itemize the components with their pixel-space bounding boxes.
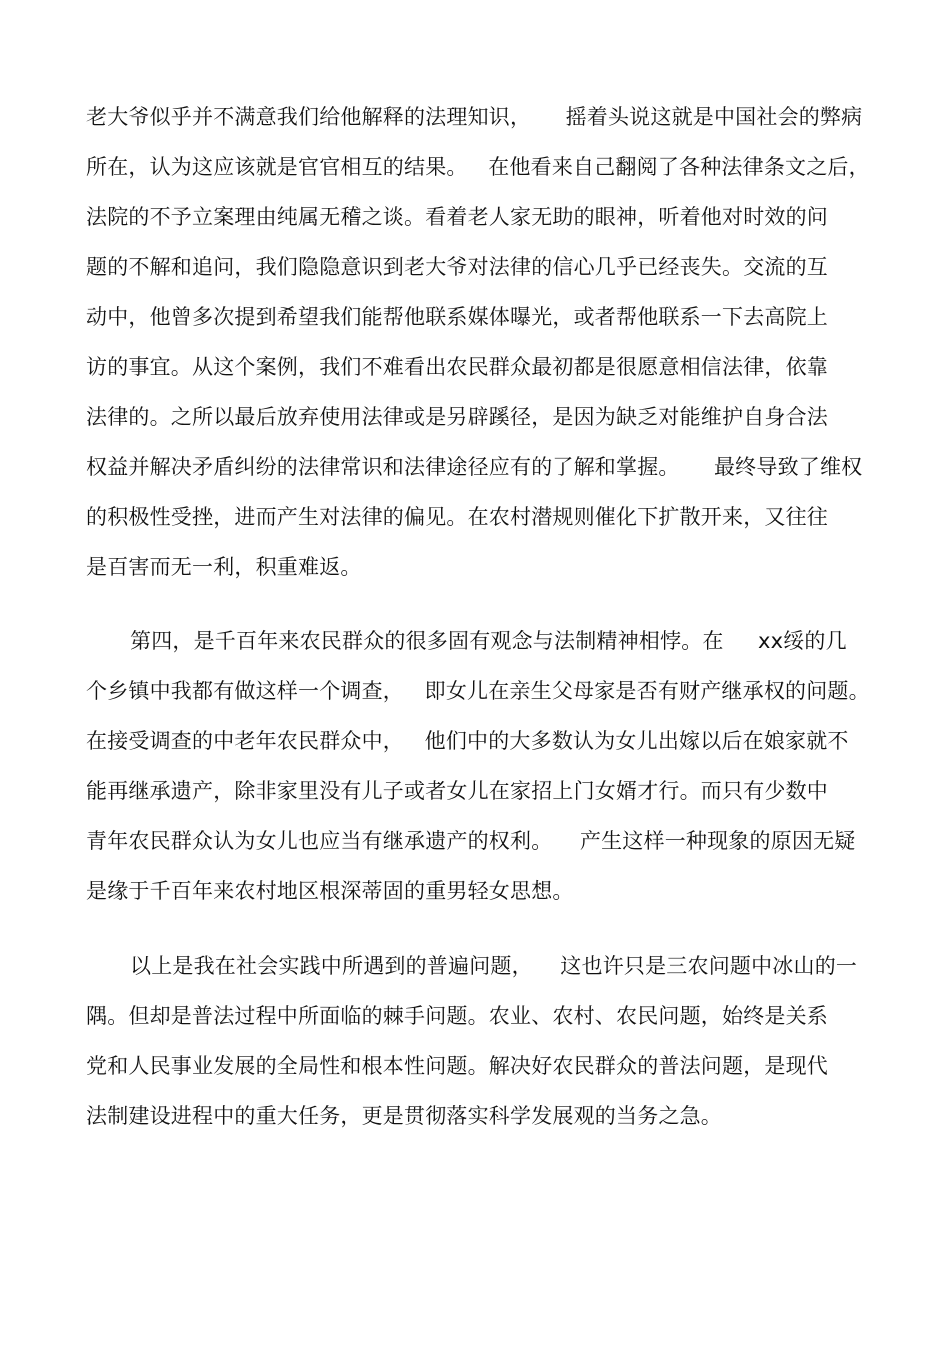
paragraph-line: 是缘于千百年来农村地区根深蒂固的重男轻女思想。 xyxy=(86,879,574,903)
paragraph-line: 老大爷似乎并不满意我们给他解释的法理知识， 摇着头说这就是中国社会的弊病 xyxy=(86,105,863,129)
paragraph-line: 动中，他曾多次提到希望我们能帮他联系媒体曝光，或者帮他联系一下去高院上 xyxy=(86,305,828,329)
paragraph-line: 以上是我在社会实践中所遇到的普遍问题， 这也许只是三农问题中冰山的一 xyxy=(130,954,858,978)
paragraph-line: 是百害而无一利，积重难返。 xyxy=(86,555,362,579)
paragraph-line: 第四，是千百年来农民群众的很多固有观念与法制精神相悖。在 xx绥的几 xyxy=(130,629,847,653)
paragraph-line: 题的不解和追问，我们隐隐意识到老大爷对法律的信心几乎已经丧失。交流的互 xyxy=(86,255,828,279)
paragraph-line: 在接受调查的中老年农民群众中， 他们中的大多数认为女儿出嫁以后在娘家就不 xyxy=(86,729,849,753)
paragraph-line: 权益并解决矛盾纠纷的法律常识和法律途径应有的了解和掌握。 最终导致了维权 xyxy=(86,455,863,479)
paragraph-line: 法律的。之所以最后放弃使用法律或是另辟蹊径，是因为缺乏对能维护自身合法 xyxy=(86,405,828,429)
paragraph-line: 青年农民群众认为女儿也应当有继承遗产的权利。 产生这样一种现象的原因无疑 xyxy=(86,829,856,853)
paragraph-line: 访的事宜。从这个案例，我们不难看出农民群众最初都是很愿意相信法律，依靠 xyxy=(86,355,828,379)
paragraph-line: 能再继承遗产，除非家里没有儿子或者女儿在家招上门女婿才行。而只有少数中 xyxy=(86,779,828,803)
paragraph-line: 个乡镇中我都有做这样一个调查， 即女儿在亲生父母家是否有财产继承权的问题。 xyxy=(86,679,870,703)
paragraph-line: 所在，认为这应该就是官官相互的结果。 在他看来自己翻阅了各种法律条文之后， xyxy=(86,155,870,179)
paragraph-line: 隅。但却是普法过程中所面临的棘手问题。农业、农村、农民问题，始终是关系 xyxy=(86,1004,828,1028)
paragraph-line: 党和人民事业发展的全局性和根本性问题。解决好农民群众的普法问题，是现代 xyxy=(86,1054,828,1078)
paragraph-line: 的积极性受挫，进而产生对法律的偏见。在农村潜规则催化下扩散开来，又往往 xyxy=(86,505,828,529)
paragraph-line: 法院的不予立案理由纯属无稽之谈。看着老人家无助的眼神，听着他对时效的问 xyxy=(86,205,828,229)
paragraph-line: 法制建设进程中的重大任务，更是贯彻落实科学发展观的当务之急。 xyxy=(86,1104,722,1128)
